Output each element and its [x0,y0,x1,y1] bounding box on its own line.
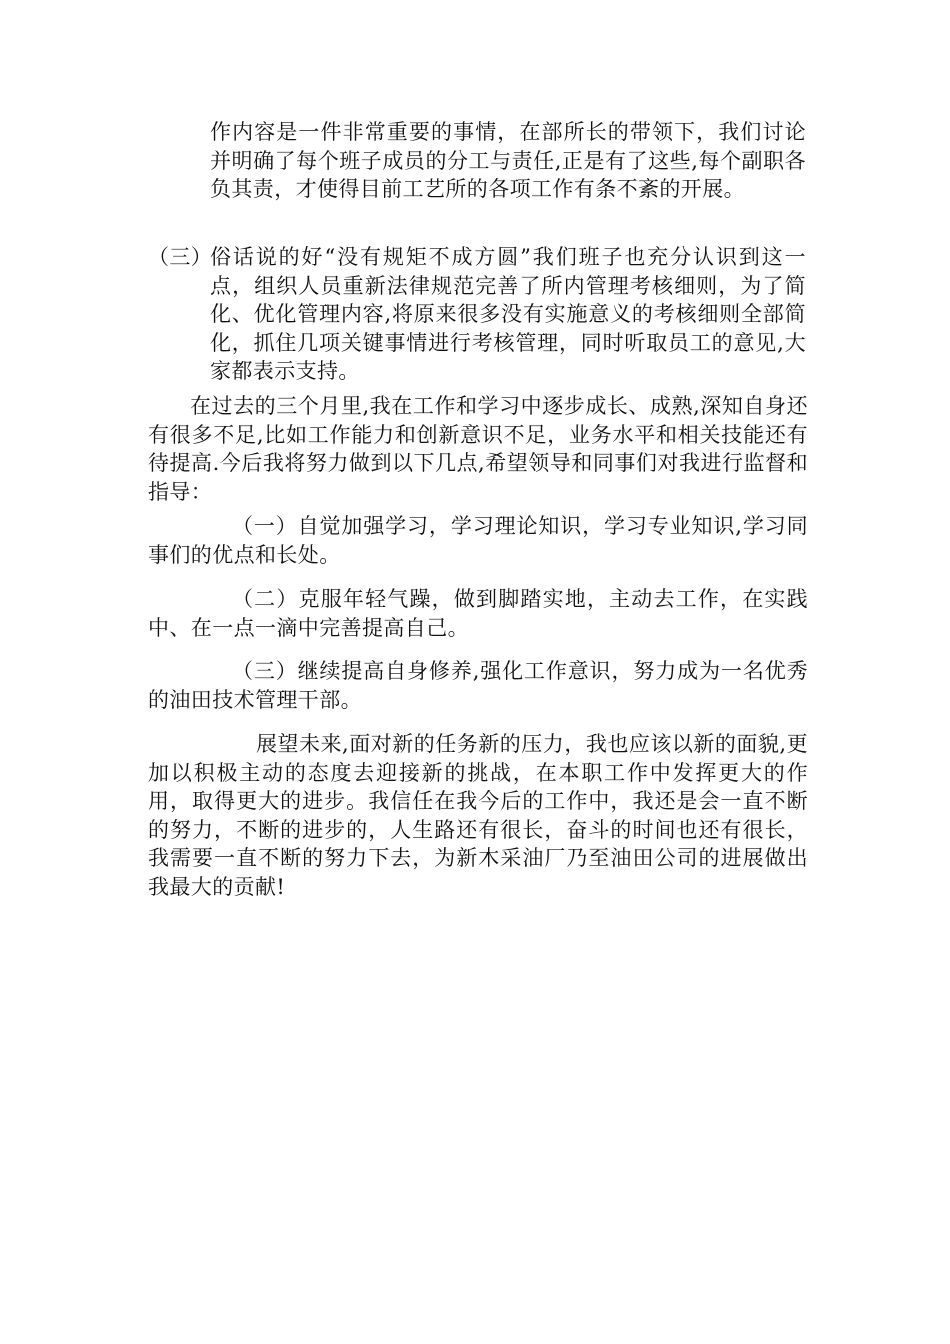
paragraph-past-three-months: 在过去的三个月里,我在工作和学习中逐步成长、成熟,深知自身还有很多不足,比如工作能力和创新意识不足，业务水平和相关技能还有待提高.今后我将努力做到以下几点,希望领导和同事们对我进行监督和指导： [148,394,808,504]
paragraph-work-division: 作内容是一件非常重要的事情，在部所长的带领下，我们讨论并明确了每个班子成员的分工与责任,正是有了这些,每个副职各负其责，才使得目前工艺所的各项工作有条不紊的开展。 [210,120,806,201]
paragraph-point-two: （二）克服年轻气躁，做到脚踏实地，主动去工作，在实践中、在一点一滴中完善提高自己。 [148,587,808,640]
paragraph-rules-management: 俗话说的好“没有规矩不成方圆”我们班子也充分认识到这一点，组织人员重新法律规范完善了所内管理考核细则，为了简化、优化管理内容,将原来很多没有实施意义的考核细则全部简化，抓住几项关键事情进行考核管理，同时听取员工的意见,大家都表示支持。 [210,245,806,383]
paragraph-point-one: （一）自觉加强学习，学习理论知识，学习专业知识,学习同事们的优点和长处。 [148,514,808,567]
paragraph-looking-forward: 展望未来,面对新的任务新的压力，我也应该以新的面貌,更加以积极主动的态度去迎接新的挑战，在本职工作中发挥更大的作用，取得更大的进步。我信任在我今后的工作中，我还是会一直不断的努力，不断的进步的，人生路还有很长，奋斗的时间也还有很长，我需要一直不断的努力下去，为新木采油厂乃至油田公司的进展做出我最大的贡献! [148,732,808,899]
list-label-three: （三） [148,245,213,269]
paragraph-point-three: （三）继续提高自身修养,强化工作意识，努力成为一名优秀的油田技术管理干部。 [148,659,808,712]
